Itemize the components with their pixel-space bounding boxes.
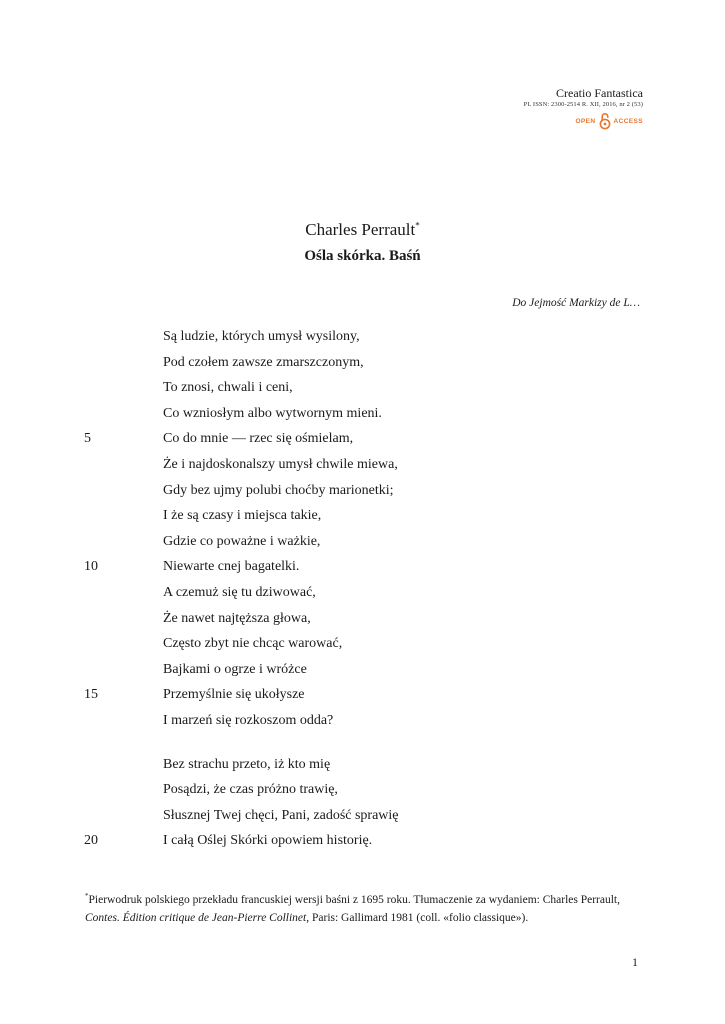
verse-text: A czemuż się tu dziwować, — [163, 585, 316, 600]
open-access-label-open: OPEN — [575, 117, 596, 125]
verse-text: Gdzie co poważne i ważkie, — [163, 533, 321, 549]
author-footnote-marker[interactable]: * — [415, 220, 420, 231]
verse-line — [0, 426, 725, 452]
verse-line — [0, 631, 725, 657]
verse-text: Gdy bez ujmy polubi choćby marionetki; — [163, 482, 394, 498]
verse-text: I całą Oślej Skórki opowiem historię. — [163, 833, 373, 849]
journal-title: Creatio Fantastica — [556, 86, 643, 100]
verse-line — [0, 401, 725, 427]
verse-line — [0, 452, 725, 478]
verse-line — [0, 777, 725, 803]
verse-text: Co do mnie — rzec się ośmielam, — [163, 431, 354, 447]
verse-text: Posądzi, że czas próżno trawię, — [163, 782, 338, 798]
line-number: 20 — [84, 833, 98, 849]
verse-text: I że są czasy i miejsca takie, — [163, 508, 322, 524]
verse-line — [0, 828, 725, 854]
verse-text: I marzeń się rozkoszom odda? — [163, 713, 334, 728]
verse-line — [0, 324, 725, 350]
verse-text: Słusznej Twej chęci, Pani, zadość sprawię — [163, 807, 399, 823]
open-access-logo — [443, 112, 643, 130]
footnote-text-end: , Paris: Gallimard 1981 (coll. «folio classique»). — [306, 912, 529, 924]
verse-text: Że i najdoskonalszy umysł chwile miewa, — [163, 457, 398, 472]
footnote-book-title: Contes. Édition critique de Jean-Pierre Collinet — [85, 912, 307, 924]
verse-line — [0, 803, 725, 829]
open-access-label-access: ACCESS — [613, 117, 643, 125]
verse-line — [0, 478, 725, 504]
line-number: 15 — [84, 687, 98, 703]
verse-text: Bajkami o ogrze i wróżce — [163, 661, 307, 677]
verse-line — [0, 375, 725, 401]
verse-text: Niewarte cnej bagatelki. — [163, 559, 300, 575]
verse-text: Pod czołem zawsze zmarszczonym, — [163, 354, 364, 370]
footnote-marker: * — [85, 892, 89, 901]
verse-text: To znosi, chwali i ceni, — [163, 380, 293, 396]
footnote — [85, 891, 645, 927]
journal-header — [443, 86, 643, 130]
verse-line — [0, 682, 725, 708]
verse-line — [0, 580, 725, 606]
verse-line — [0, 752, 725, 778]
verse-text: Bez strachu przeto, iż kto mię — [163, 756, 331, 772]
page-number: 1 — [632, 955, 638, 969]
open-lock-icon — [599, 112, 611, 130]
verse-text: Często zbyt nie chcąc warować, — [163, 636, 343, 652]
journal-issn: PL ISSN: 2300-2514 R. XII, 2016, nr 2 (53) — [523, 101, 643, 108]
verse-text: Co wzniosłym albo wytwornym mieni. — [163, 405, 382, 421]
dedication: Do Jejmość Markizy de L… — [512, 297, 640, 309]
work-title: Ośla skórka. Baśń — [304, 248, 421, 264]
verse-line — [0, 503, 725, 529]
verse-text: Są ludzie, których umysł wysilony, — [163, 329, 360, 344]
verse-line — [0, 350, 725, 376]
line-number: 10 — [84, 559, 98, 575]
verse-line — [0, 529, 725, 555]
verse-text: Że nawet najtęższa głowa, — [163, 610, 311, 626]
verse-line — [0, 708, 725, 734]
author-name — [0, 220, 725, 240]
verse-line — [0, 657, 725, 683]
line-number: 5 — [84, 431, 91, 447]
verse-line — [0, 606, 725, 632]
footnote-text: Pierwodruk polskiego przekładu francuskiej wersji baśni z 1695 roku. Tłumaczenie za wydaniem: Charles Perrault, — [88, 894, 621, 906]
verse-line — [0, 554, 725, 580]
author-name-text: Charles Perrault — [305, 220, 416, 239]
verse-text: Przemyślnie się ukołysze — [163, 687, 305, 703]
